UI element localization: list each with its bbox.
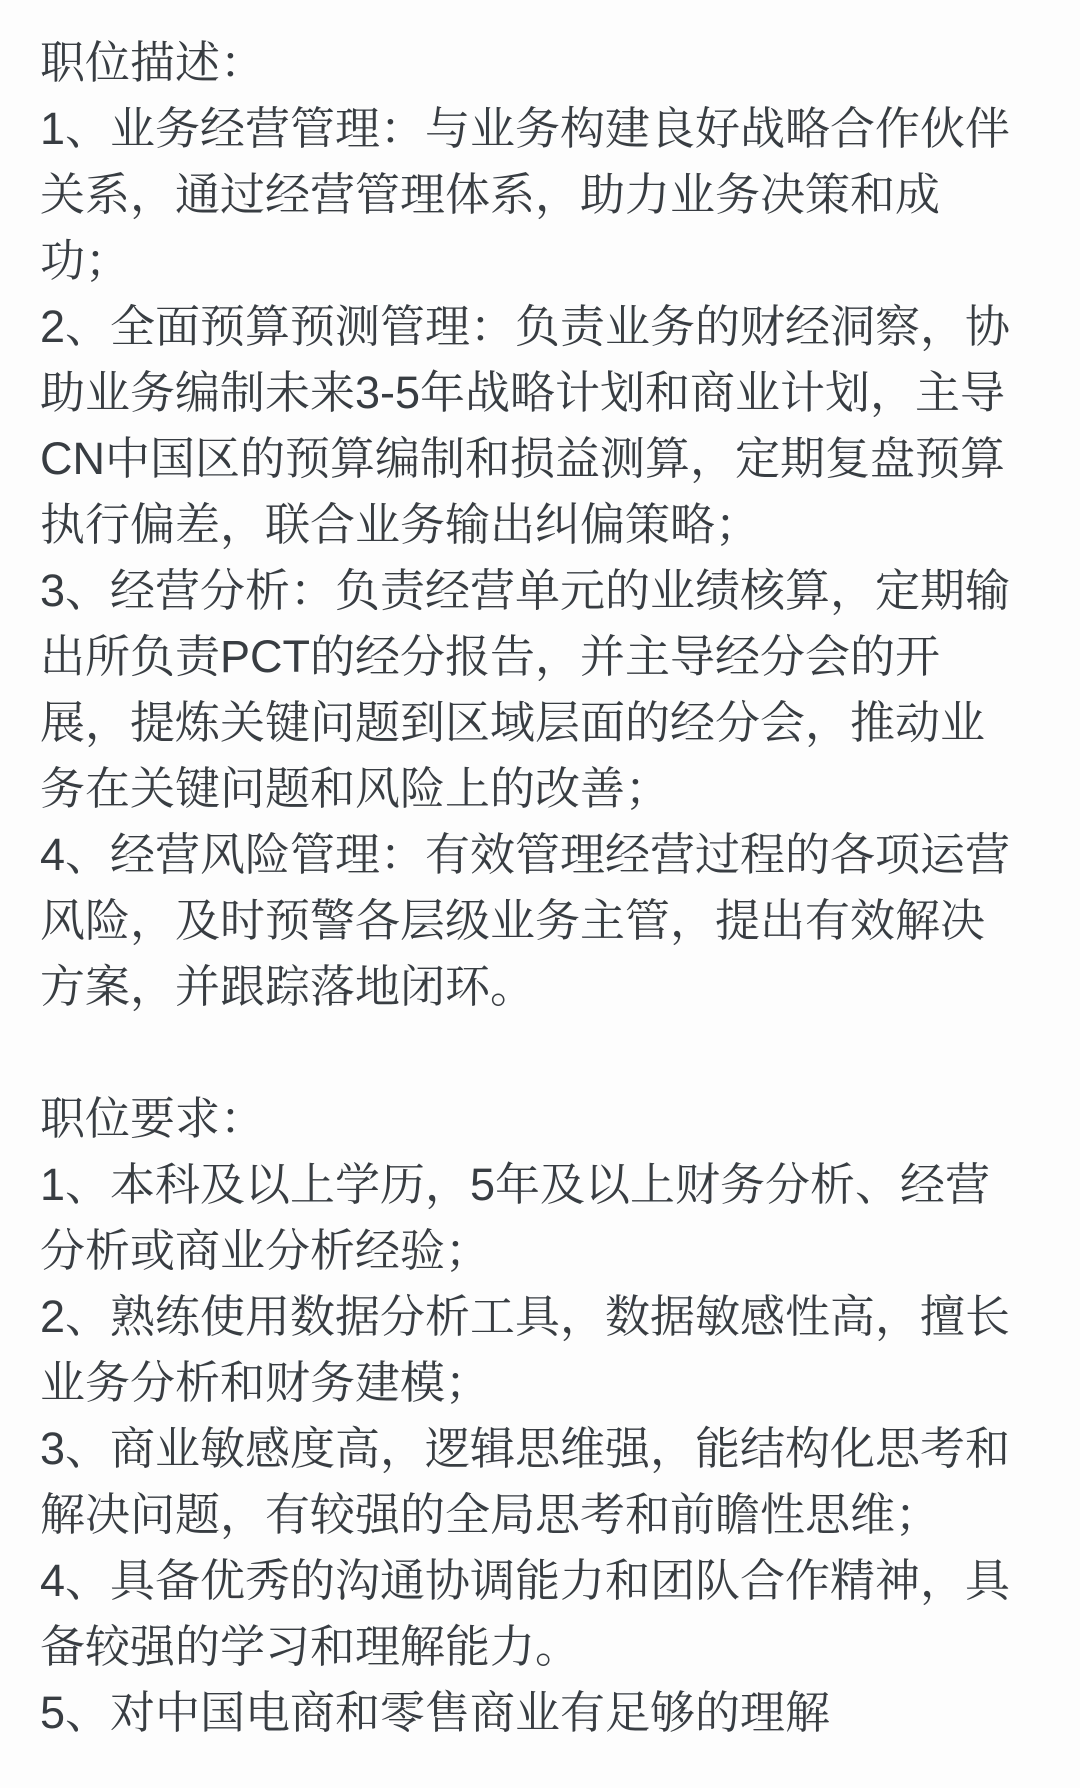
job-description-line: 1、业务经营管理：与业务构建良好战略合作伙伴 bbox=[40, 103, 1011, 154]
job-description-line: 风险，及时预警各层级业务主管，提出有效解决 bbox=[40, 895, 986, 946]
job-description-line: CN中国区的预算编制和损益测算，定期复盘预算 bbox=[40, 433, 1005, 484]
job-requirements-line: 备较强的学习和理解能力。 bbox=[40, 1621, 581, 1672]
job-description-line: 功； bbox=[40, 235, 131, 286]
job-description-line: 务在关键问题和风险上的改善； bbox=[40, 763, 671, 814]
job-requirements-line: 解决问题，有较强的全局思考和前瞻性思维； bbox=[40, 1489, 941, 1540]
job-requirements-line: 5、对中国电商和零售商业有足够的理解 bbox=[40, 1687, 831, 1738]
section-gap bbox=[40, 1020, 1050, 1086]
job-requirements-line: 2、熟练使用数据分析工具，数据敏感性高，擅长 bbox=[40, 1291, 1011, 1342]
job-requirements-line: 分析或商业分析经验； bbox=[40, 1225, 491, 1276]
job-requirements-line: 1、本科及以上学历，5年及以上财务分析、经营 bbox=[40, 1159, 991, 1210]
job-description-line: 出所负责PCT的经分报告，并主导经分会的开 bbox=[40, 631, 941, 682]
job-description-heading: 职位描述： bbox=[40, 37, 266, 88]
job-description-line: 执行偏差，联合业务输出纠偏策略； bbox=[40, 499, 761, 550]
job-description-line: 展，提炼关键问题到区域层面的经分会，推动业 bbox=[40, 697, 986, 748]
job-requirements-section bbox=[40, 1086, 1050, 1746]
job-requirements-heading: 职位要求： bbox=[40, 1093, 266, 1144]
job-requirements-line: 4、具备优秀的沟通协调能力和团队合作精神，具 bbox=[40, 1555, 1011, 1606]
job-requirements-line: 3、商业敏感度高，逻辑思维强，能结构化思考和 bbox=[40, 1423, 1011, 1474]
job-description-section bbox=[40, 30, 1050, 1020]
job-description-line: 助业务编制未来3-5年战略计划和商业计划，主导 bbox=[40, 367, 1006, 418]
job-description-line: 2、全面预算预测管理：负责业务的财经洞察，协 bbox=[40, 301, 1011, 352]
job-description-line: 关系，通过经营管理体系，助力业务决策和成 bbox=[40, 169, 941, 220]
job-description-line: 方案，并跟踪落地闭环。 bbox=[40, 961, 536, 1012]
job-description-line: 4、经营风险管理：有效管理经营过程的各项运营 bbox=[40, 829, 1011, 880]
job-description-line: 3、经营分析：负责经营单元的业绩核算，定期输 bbox=[40, 565, 1011, 616]
job-requirements-line: 业务分析和财务建模； bbox=[40, 1357, 491, 1408]
